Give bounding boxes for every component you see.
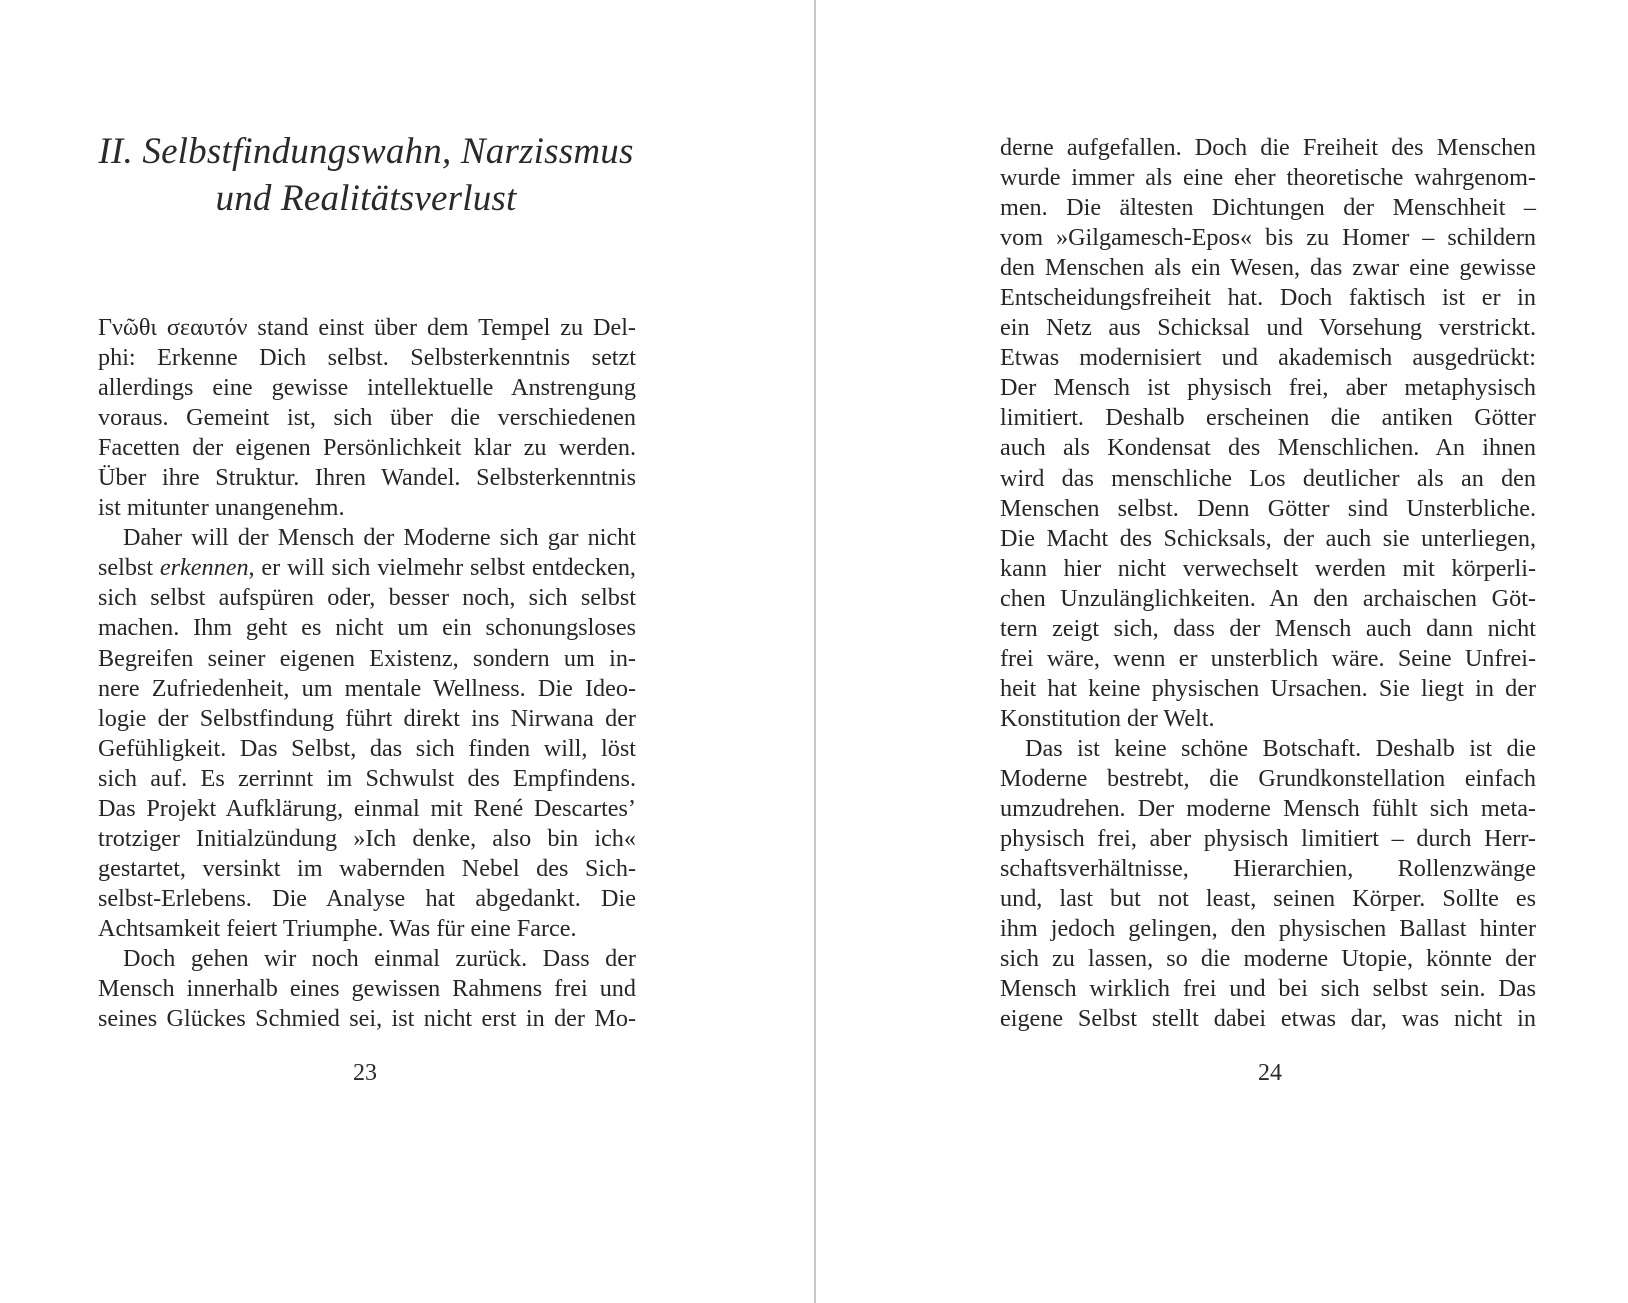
text-line-paragraph-end: Konstitution der Welt. [1000, 704, 1215, 732]
text-line: umzudrehen. Der moderne Mensch fühlt sich meta- [1000, 795, 1536, 823]
text-line: ihm jedoch gelingen, den physischen Ballast hinter [1000, 915, 1536, 943]
text-line: schaftsverhältnisse, Hierarchien, Rollenzwänge [1000, 855, 1536, 883]
text-line: eigene Selbst stellt dabei etwas dar, was nicht in [1000, 1005, 1536, 1033]
text-line: frei wäre, wenn er unsterblich wäre. Seine Unfrei- [1000, 644, 1536, 672]
text-line: Über ihre Struktur. Ihren Wandel. Selbsterkenntnis [98, 464, 636, 492]
text-line: vom »Gilgamesch-Epos« bis zu Homer – schildern [1000, 224, 1536, 252]
text-line: wurde immer als eine eher theoretische wahrgenom- [1000, 164, 1536, 192]
text-line: Γνῶθι σεαυτόν stand einst über dem Tempel zu Del- [98, 314, 636, 341]
chapter-title [96, 128, 636, 222]
text-line: voraus. Gemeint ist, sich über die verschiedenen [98, 404, 636, 432]
text-line: Menschen selbst. Denn Götter sind Unsterbliche. [1000, 494, 1536, 522]
text-line: limitiert. Deshalb erscheinen die antiken Götter [1000, 404, 1536, 432]
text-segment: , er will sich vielmehr selbst entdecken, [248, 554, 636, 582]
page-number: 24 [1258, 1060, 1282, 1086]
text-line: allerdings eine gewisse intellektuelle Anstrengung [98, 374, 636, 402]
text-line: seines Glückes Schmied sei, ist nicht erst in der Mo- [98, 1005, 636, 1033]
text-line: phi: Erkenne Dich selbst. Selbsterkenntnis setzt [98, 344, 636, 372]
text-line: selbst-Erlebens. Die Analyse hat abgedankt. Die [98, 884, 636, 912]
text-line: gestartet, versinkt im wabernden Nebel des Sich- [98, 854, 636, 882]
text-line: Facetten der eigenen Persönlichkeit klar zu werden. [98, 434, 636, 462]
text-line: logie der Selbstfindung führt direkt ins Nirwana der [98, 704, 636, 732]
text-line: den Menschen als ein Wesen, das zwar eine gewisse [1000, 254, 1536, 282]
text-line: Der Mensch ist physisch frei, aber metaphysisch [1000, 374, 1536, 402]
text-line-paragraph-start: Daher will der Mensch der Moderne sich gar nicht [123, 524, 636, 552]
text-line-with-emphasis [98, 553, 636, 583]
text-line-paragraph-start: Das ist keine schöne Botschaft. Deshalb ist die [1025, 734, 1536, 762]
text-line: derne aufgefallen. Doch die Freiheit des Menschen [1000, 134, 1536, 161]
text-line: men. Die ältesten Dichtungen der Menschheit – [1000, 194, 1536, 222]
text-line: physisch frei, aber physisch limitiert – durch Herr- [1000, 825, 1536, 853]
text-line: tern zeigt sich, dass der Mensch auch dann nicht [1000, 614, 1536, 642]
text-line: trotziger Initialzündung »Ich denke, also bin ich« [98, 824, 636, 852]
chapter-title-line-2: und Realitätsverlust [215, 178, 517, 219]
text-line: und, last but not least, seinen Körper. Sollte es [1000, 885, 1536, 913]
right-page [816, 0, 1628, 1303]
text-line: ein Netz aus Schicksal und Vorsehung verstrickt. [1000, 314, 1536, 342]
chapter-title-line-1: II. Selbstfindungswahn, Narzissmus [98, 131, 634, 172]
text-line-paragraph-end: Achtsamkeit feiert Triumphe. Was für eine Farce. [98, 914, 577, 942]
text-line: Gefühligkeit. Das Selbst, das sich finden will, löst [98, 734, 636, 762]
text-line: chen Unzulänglichkeiten. An den archaischen Göt- [1000, 584, 1536, 612]
text-line: Mensch innerhalb eines gewissen Rahmens frei und [98, 975, 636, 1003]
text-line: kann hier nicht verwechselt werden mit körperli- [1000, 554, 1536, 582]
page-number: 23 [353, 1060, 377, 1086]
text-line: Entscheidungsfreiheit hat. Doch faktisch ist er in [1000, 284, 1536, 312]
text-segment: selbst [98, 554, 160, 582]
text-line: auch als Kondensat des Menschlichen. An ihnen [1000, 434, 1536, 462]
left-page-body-text [98, 313, 636, 1034]
text-line: Mensch wirklich frei und bei sich selbst sein. Das [1000, 975, 1536, 1003]
text-line: sich selbst aufspüren oder, besser noch, sich selbst [98, 584, 636, 612]
text-line: heit hat keine physischen Ursachen. Sie liegt in der [1000, 674, 1536, 702]
text-line: sich zu lassen, so die moderne Utopie, könnte der [1000, 945, 1536, 973]
text-line: sich auf. Es zerrinnt im Schwulst des Empfindens. [98, 764, 636, 792]
text-line: machen. Ihm geht es nicht um ein schonungsloses [98, 614, 636, 642]
emphasized-word: erkennen [159, 554, 249, 582]
text-line: Die Macht des Schicksals, der auch sie unterliegen, [1000, 524, 1536, 552]
text-line: Begreifen seiner eigenen Existenz, sondern um in- [98, 644, 636, 672]
text-line: Das Projekt Aufklärung, einmal mit René Descartes’ [98, 794, 636, 822]
text-line-paragraph-end: ist mitunter unangenehm. [98, 494, 345, 522]
right-page-body-text [1000, 133, 1536, 1034]
text-line-paragraph-start: Doch gehen wir noch einmal zurück. Dass der [123, 944, 636, 972]
text-line: Moderne bestrebt, die Grundkonstellation einfach [1000, 764, 1536, 792]
text-line: wird das menschliche Los deutlicher als an den [1000, 464, 1536, 492]
text-line: nere Zufriedenheit, um mentale Wellness. Die Ideo- [98, 674, 636, 702]
text-line: Etwas modernisiert und akademisch ausgedrückt: [1000, 344, 1536, 372]
